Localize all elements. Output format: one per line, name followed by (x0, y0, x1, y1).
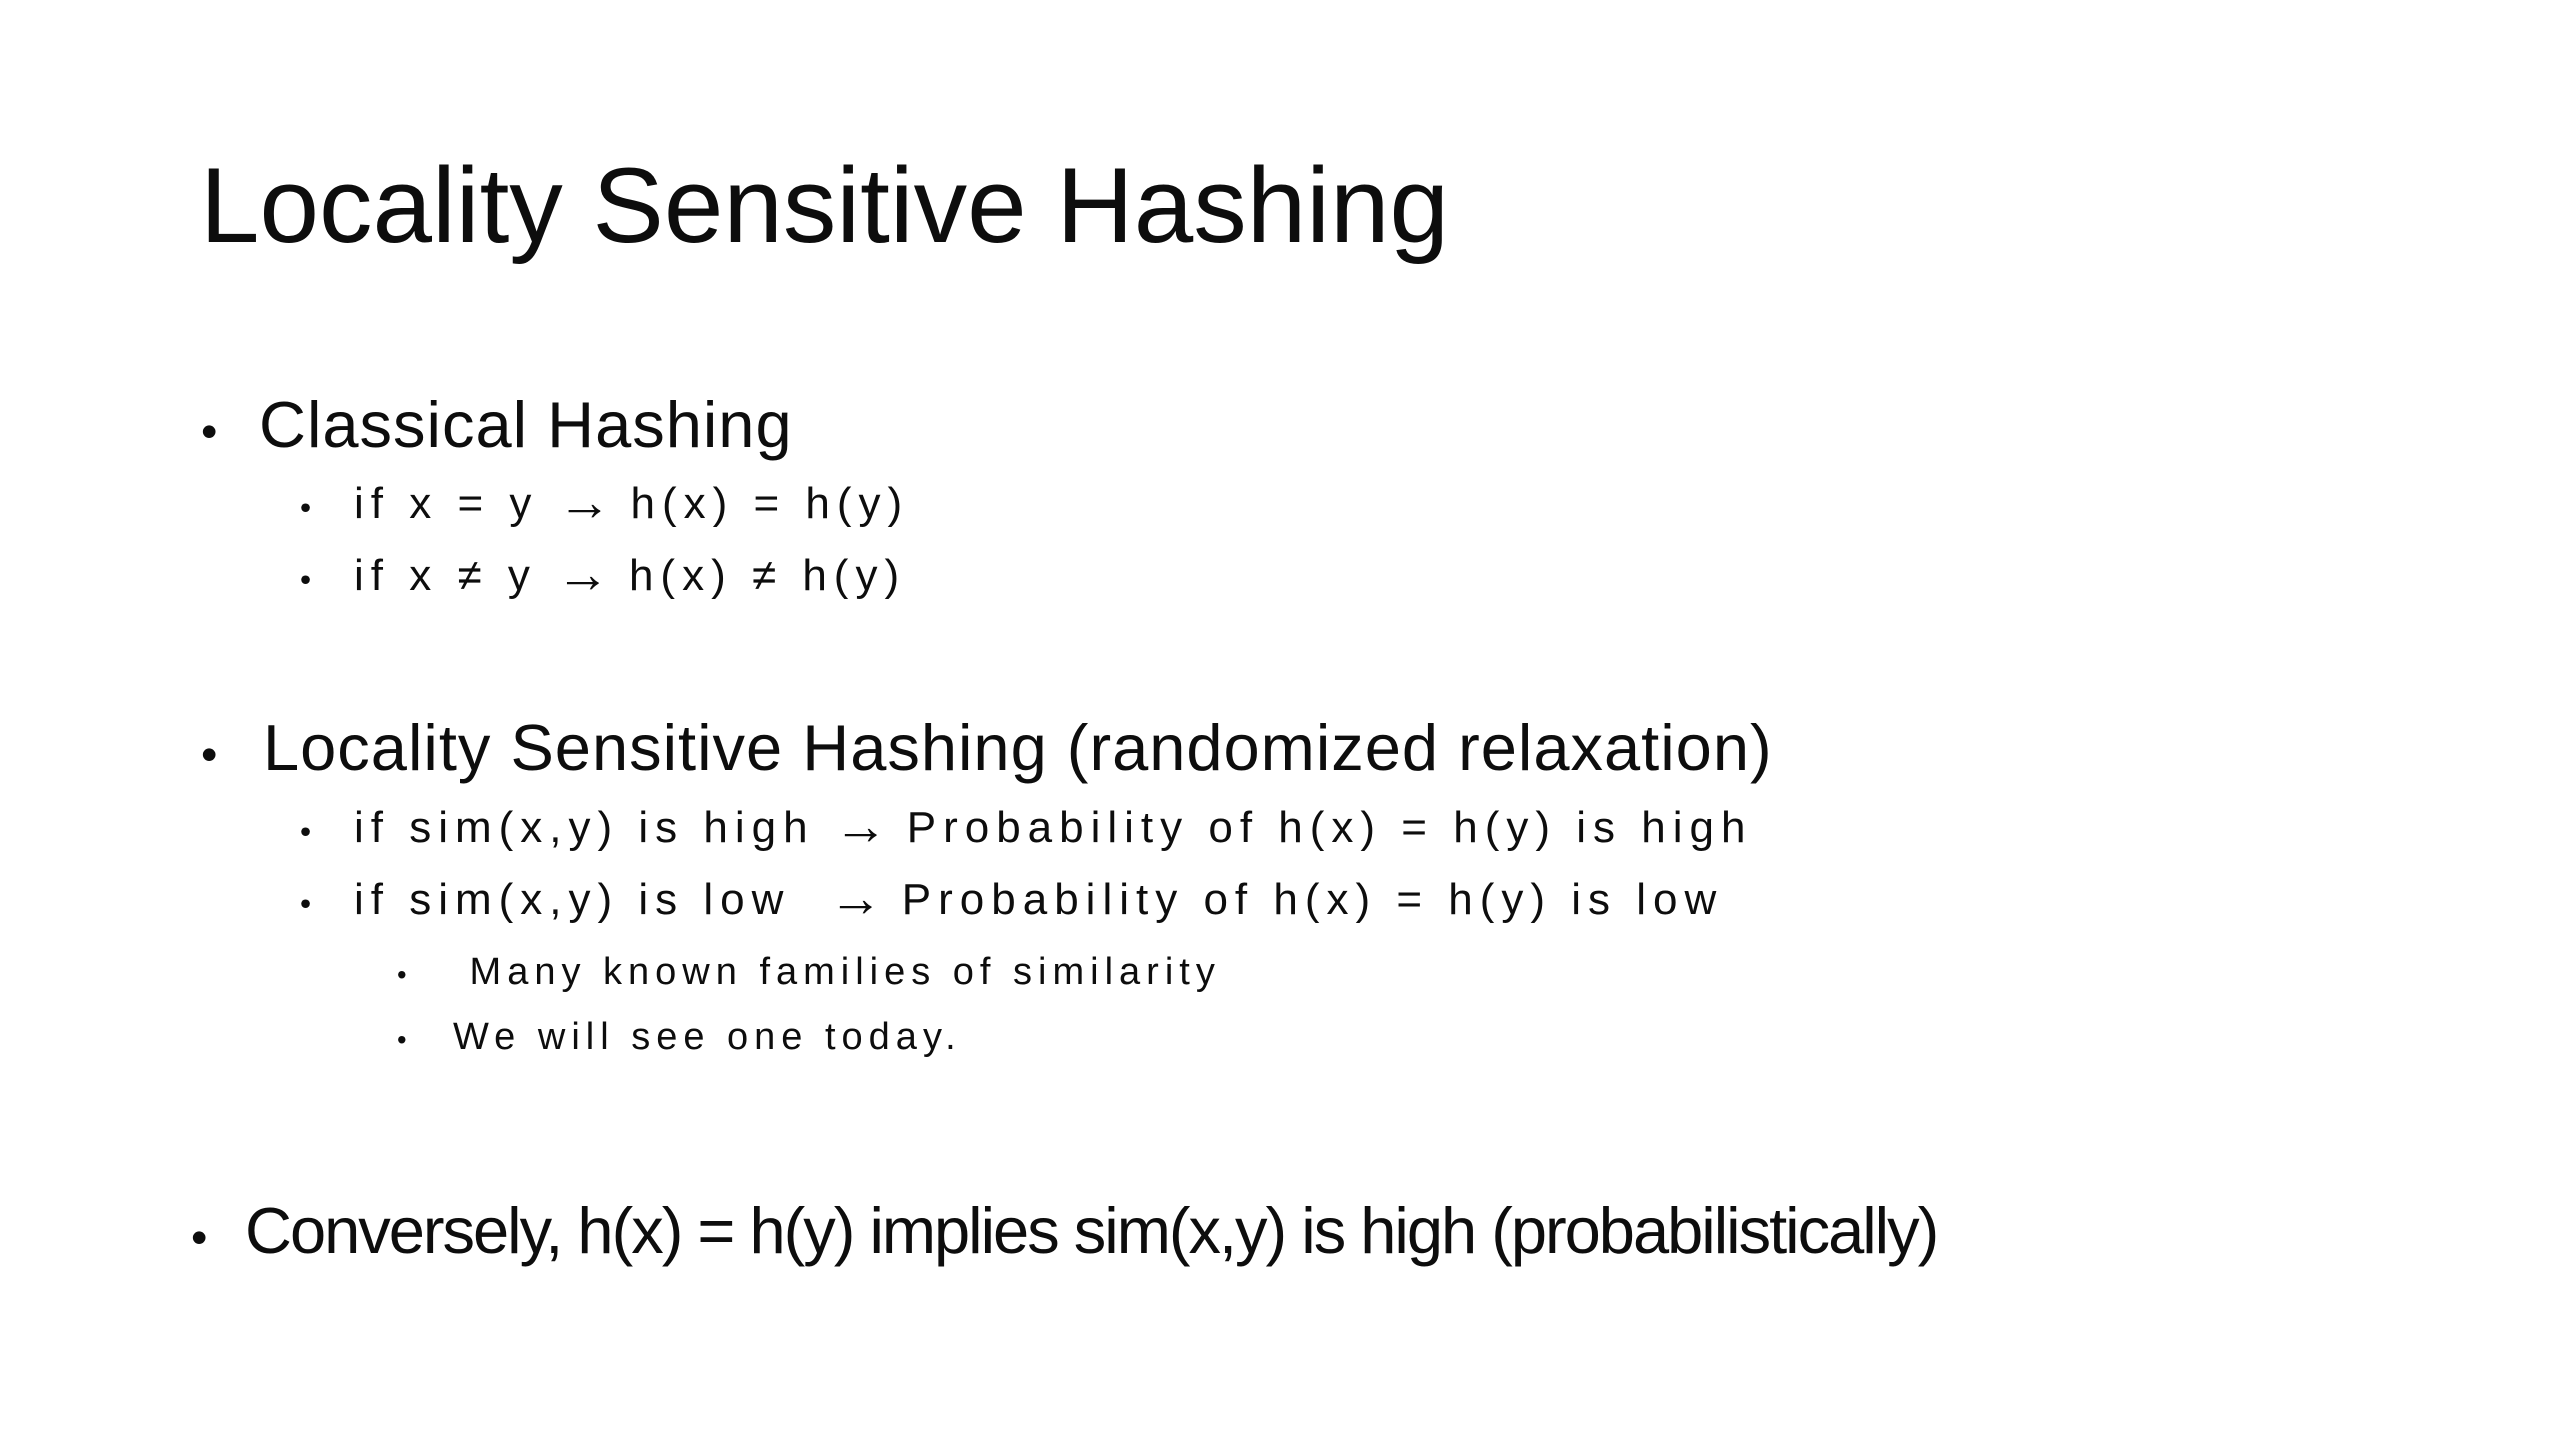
bullet-marker: • (397, 1024, 407, 1055)
bullet-marker: • (191, 1211, 208, 1263)
slide-title: Locality Sensitive Hashing (200, 145, 1449, 265)
bullet-text: if x = y → h(x) = h(y) (354, 472, 910, 533)
bullet-marker: • (300, 813, 312, 849)
arrow-icon: → (833, 796, 888, 857)
bullet-item-if-x-neq-y (300, 544, 907, 605)
bullet-marker: • (397, 959, 407, 990)
bullet-marker: • (201, 728, 218, 780)
arrow-icon: → (828, 868, 883, 929)
bullet-marker: • (300, 489, 312, 525)
bullet-text: if x ≠ y → h(x) ≠ h(y) (354, 544, 907, 605)
bullet-item-if-x-eq-y (300, 472, 910, 533)
bullet-text: if sim(x,y) is low → Probability of h(x) = h(y) is low (354, 868, 1724, 929)
bullet-item-conversely (191, 1194, 1937, 1269)
bullet-text: We will see one today. (453, 1016, 962, 1058)
bullet-text: Many known families of similarity (453, 951, 1221, 993)
bullet-text: Classical Hashing (259, 388, 793, 461)
bullet-item-many-families (397, 951, 1221, 995)
bullet-item-sim-high (300, 796, 1753, 857)
bullet-text: Locality Sensitive Hashing (randomized relaxation) (263, 711, 1773, 784)
bullet-text: if sim(x,y) is high → Probability of h(x) = h(y) is high (354, 796, 1753, 857)
bullet-text: Conversely, h(x) = h(y) implies sim(x,y) is high (probabilistically) (245, 1194, 1938, 1267)
bullet-marker: • (300, 885, 312, 921)
bullet-marker: • (300, 561, 312, 597)
bullet-item-sim-low (300, 868, 1724, 929)
bullet-item-classical-hashing (201, 388, 793, 463)
bullet-item-lsh-randomized (201, 711, 1773, 786)
bullet-marker: • (201, 405, 218, 457)
arrow-icon: → (557, 472, 612, 533)
arrow-icon: → (556, 544, 610, 605)
bullet-item-see-one-today (397, 1016, 962, 1060)
